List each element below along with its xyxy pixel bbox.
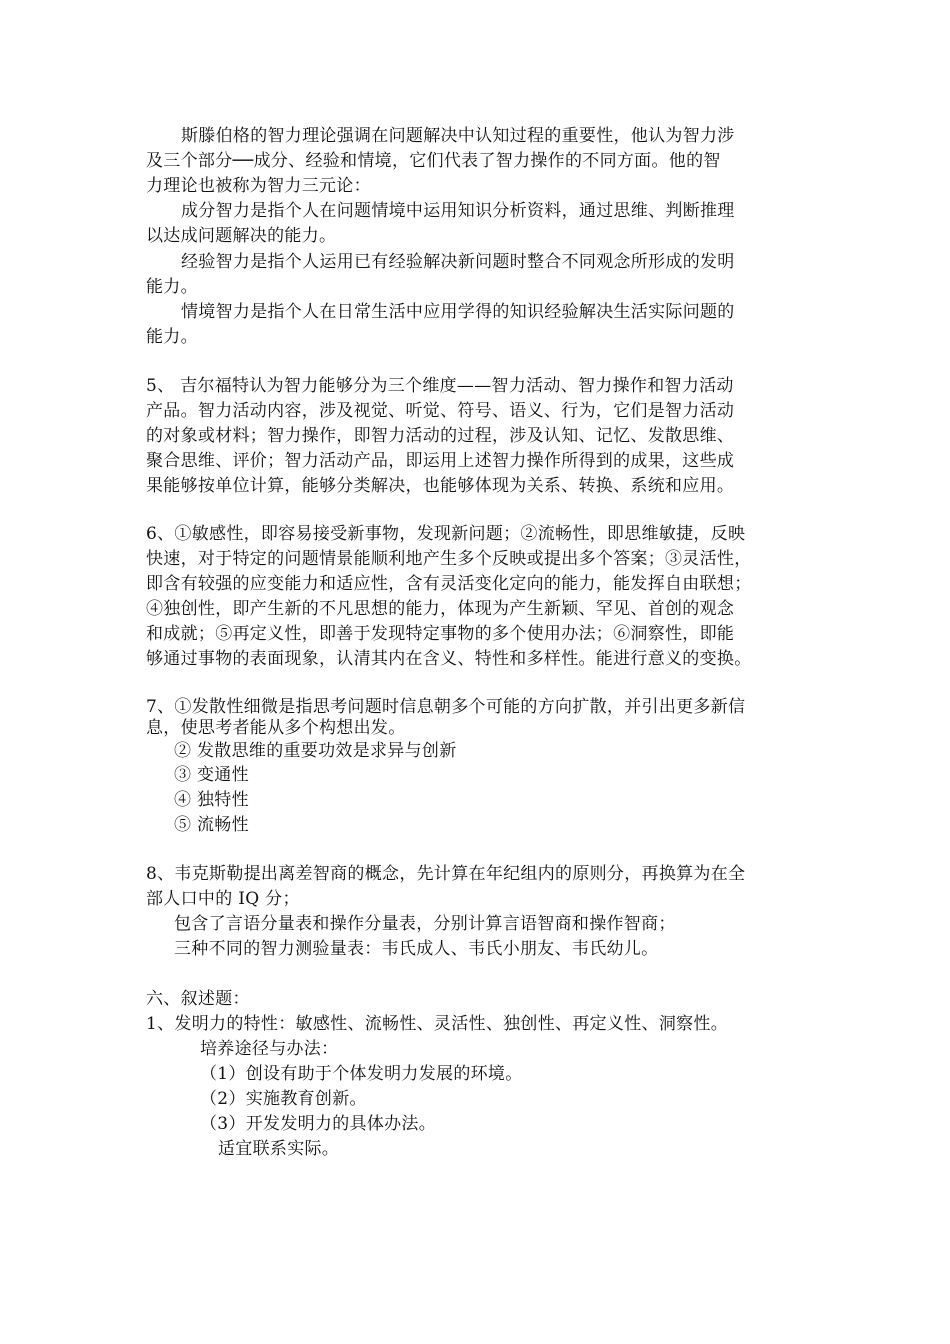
item5-line: 聚合思维、评价；智力活动产品，即运用上述智力操作所得到的成果，这些成 [146,451,735,471]
intro-line: 能力。 [146,277,198,297]
item8-line: 8、韦克斯勒提出离差智商的概念，先计算在年纪组内的原则分，再换算为在全 [146,864,746,884]
section-heading: 六、叙述题： [146,989,250,1009]
intro-line: 以达成问题解决的能力。 [146,226,337,246]
item6-line: ④独创性，即产生新的不凡思想的能力，体现为产生新颖、罕见、首创的观念 [146,599,735,619]
section6-step: （1）创设有助于个体发明力发展的环境。 [200,1064,523,1084]
section6-step: （3）开发发明力的具体办法。 [200,1114,437,1134]
section6-step: （2）实施教育创新。 [200,1089,367,1109]
item7-point: ⑤ 流畅性 [174,815,249,835]
intro-line: 力理论也被称为智力三元论： [146,176,371,196]
intro-line: 及三个部分──成分、经验和情境，它们代表了智力操作的不同方面。他的智 [146,151,721,171]
item6-line: 6、①敏感性，即容易接受新事物，发现新问题；②流畅性，即思维敏捷，反映 [146,524,746,544]
item5-line: 产品。智力活动内容，涉及视觉、听觉、符号、语义、行为，它们是智力活动 [146,401,735,421]
section6-subheading: 培养途径与办法： [200,1039,339,1059]
intro-line: 经验智力是指个人运用已有经验解决新问题时整合不同观念所形成的发明 [181,252,735,272]
item8-line: 部人口中的 IQ 分； [146,889,300,909]
intro-line: 斯滕伯格的智力理论强调在问题解决中认知过程的重要性，他认为智力涉 [181,126,735,146]
intro-line: 成分智力是指个人在问题情境中运用知识分析资料，通过思维、判断推理 [181,201,735,221]
item7-line: 7、①发散性细微是指思考问题时信息朝多个可能的方向扩散，并引出更多新信 [146,697,746,717]
item5-line: 果能够按单位计算，能够分类解决，也能够体现为关系、转换、系统和应用。 [146,476,735,496]
intro-line: 情境智力是指个人在日常生活中应用学得的知识经验解决生活实际问题的 [181,302,735,322]
item6-line: 够通过事物的表面现象，认清其内在含义、特性和多样性。能进行意义的变换。 [146,649,752,669]
item5-line: 的对象或材料；智力操作，即智力活动的过程，涉及认知、记忆、发散思维、 [146,426,735,446]
item7-point: ④ 独特性 [174,790,249,810]
item6-line: 快速，对于特定的问题情景能顺利地产生多个反映或提出多个答案；③灵活性， [146,549,752,569]
item6-line: 即含有较强的应变能力和适应性，含有灵活变化定向的能力，能发挥自由联想； [146,574,752,594]
section6-note: 适宜联系实际。 [218,1139,340,1159]
item7-point: ② 发散思维的重要功效是求异与创新 [174,741,457,761]
section6-q1: 1、发明力的特性：敏感性、流畅性、灵活性、独创性、再定义性、洞察性。 [146,1014,729,1034]
item5-line: 5、 吉尔福特认为智力能够分为三个维度——智力活动、智力操作和智力活动 [146,376,734,396]
item6-line: 和成就；⑤再定义性，即善于发现特定事物的多个使用办法；⑥洞察性，即能 [146,624,735,644]
item7-line: 息，使思考者能从多个构想出发。 [146,718,406,738]
item8-point: 三种不同的智力测验量表：韦氏成人、韦氏小朋友、韦氏幼儿。 [174,939,659,959]
item8-point: 包含了言语分量表和操作分量表，分别计算言语智商和操作智商； [174,914,676,934]
item7-point: ③ 变通性 [174,765,249,785]
intro-line: 能力。 [146,327,198,347]
